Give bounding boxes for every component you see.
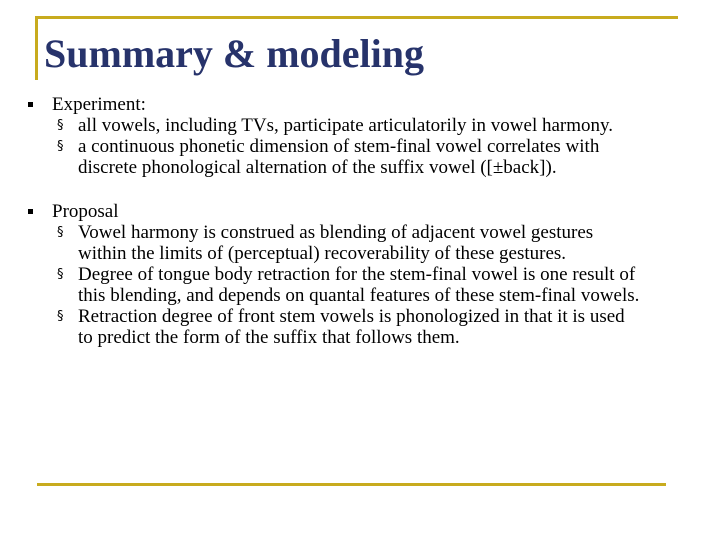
list-item (0, 306, 640, 348)
list-item (0, 115, 640, 136)
frame-left-line (35, 16, 38, 80)
sub-list (0, 222, 720, 348)
square-bullet-icon (28, 209, 33, 214)
list-item-text: a continuous phonetic dimension of stem-final vowel correlates with discrete phonological alternation of the suffix vowel ([±back]). (78, 136, 600, 178)
list-item-text: all vowels, including TVs, participate articulatorily in vowel harmony. (78, 115, 614, 136)
square-bullet-icon (28, 102, 33, 107)
section-sign-bullet-icon: § (57, 267, 64, 282)
section-heading: Proposal (52, 201, 119, 222)
section-heading: Experiment: (52, 94, 146, 115)
list-item-text: Vowel harmony is construed as blending of adjacent vowel gestures within the limits of (perceptual) recoverability of these gestures. (78, 222, 594, 264)
list-item (0, 136, 640, 178)
section-experiment (0, 94, 720, 178)
frame-bottom-line (37, 483, 666, 486)
list-item (0, 222, 640, 264)
list-item-text: Retraction degree of front stem vowels is phonologized in that it is used to predict the form of the suffix that follows them. (78, 306, 625, 348)
section-sign-bullet-icon: § (57, 118, 64, 133)
frame-top-line (35, 16, 678, 19)
section-proposal (0, 201, 720, 348)
list-item (0, 264, 640, 306)
section-sign-bullet-icon: § (57, 139, 64, 154)
slide-title: Summary & modeling (44, 31, 424, 76)
section-sign-bullet-icon: § (57, 225, 64, 240)
sub-list (0, 115, 720, 178)
list-item-text: Degree of tongue body retraction for the stem-final vowel is one result of this blending, and depends on quantal features of these stem-final vowels. (78, 264, 640, 306)
slide-content (0, 94, 720, 348)
section-sign-bullet-icon: § (57, 309, 64, 324)
